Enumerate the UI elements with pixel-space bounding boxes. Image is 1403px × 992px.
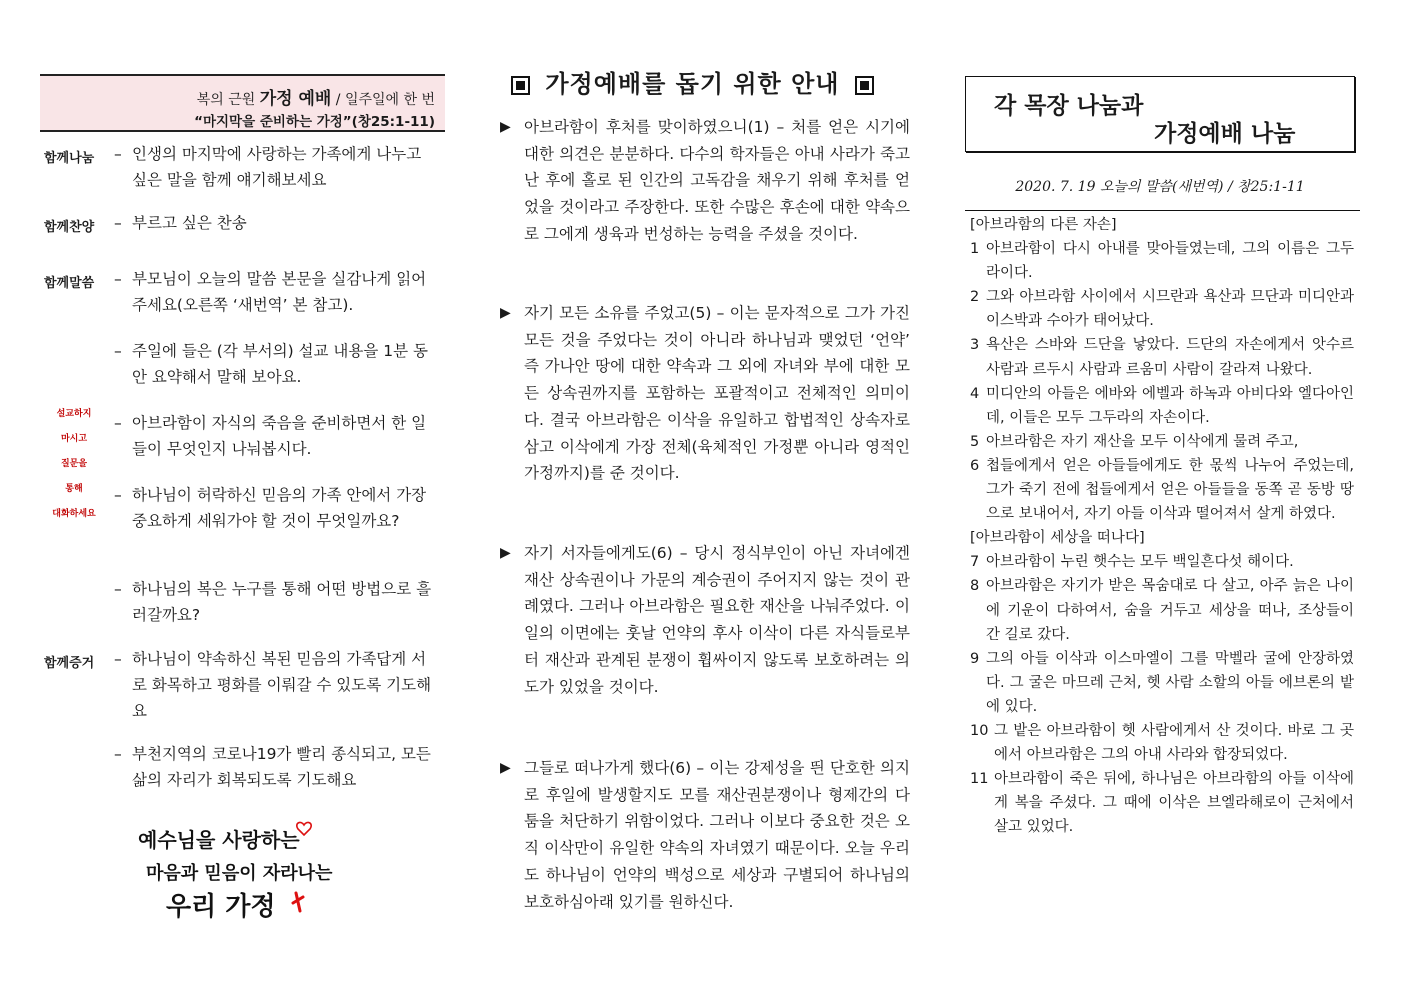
verse: 2 그와 아브라함 사이에서 시므란과 욕산과 므단과 미디안과 이스박과 수아가 태어났다.: [970, 289, 1354, 330]
word-item: – 주일에 들은 (각 부서의) 설교 내용을 1분 동안 요약해서 말해 보아요.: [114, 342, 429, 386]
verse: 7 아브라함이 누린 햇수는 모두 백일흔다섯 해이다.: [970, 554, 1294, 571]
verse: 4 미디안의 아들은 에바와 에벨과 하녹과 아비다와 엘다아인데, 이들은 모두 그두라의 자손이다.: [970, 385, 1354, 426]
square-bullet-icon: [511, 76, 530, 95]
scripture-text: [970, 213, 1354, 839]
side-note-line: 설교하지: [56, 409, 92, 419]
side-note-line: 대화하세요: [52, 509, 96, 519]
word-item: – 하나님이 허락하신 믿음의 가족 안에서 가장 중요하게 세워가야 할 것이 무엇일까요?: [114, 486, 427, 530]
header-subtitle: “마지막을 준비하는 가정”(창25:1-11): [194, 114, 435, 130]
guide-paragraph: ▶ 아브라함이 후처를 맞이하였으니(1) – 처를 얻은 시기에 대한 의견은 분분하다. 다수의 학자들은 아내 사라가 죽고 난 후에 홀로 된 인간의 고독감을 채우기 위해 후처를 얻었을 것이라고 주장한다. 또한 수많은 후손에 대한 약속으로 그에게 생육과 번성하는 능력을 주셨을 것이다.: [500, 114, 910, 248]
triangle-bullet-icon: ▶: [500, 545, 511, 561]
calligraphy-line: 마음과 믿음이 자라나는: [146, 863, 333, 884]
verse: 5 아브라함은 자기 재산을 모두 이삭에게 물려 주고,: [970, 433, 1299, 450]
left-header: [40, 74, 445, 132]
right-title-line2: 가정예배 나눔: [1154, 121, 1296, 147]
header-bold: 가정 예배: [259, 89, 332, 109]
right-title-line1: 각 목장 나눔과: [994, 93, 1144, 119]
side-note: [48, 402, 100, 527]
middle-title-text: 가정예배를 돕기 위한 안내: [545, 70, 840, 98]
guide-paragraph: ▶ 자기 서자들에게도(6) – 당시 정식부인이 아닌 자녀에겐 재산 상속권이나 가문의 계승권이 주어지지 않는 것이 관례였다. 그러나 아브라함은 필요한 재산을 나눠주었다. 이 일의 이면에는 훗날 언약의 후사 이삭이 다른 자식들로부터 재산과 관계된 분쟁이 휩싸이지 않도록 보호하려는 의도가 있었을 것이다.: [500, 540, 910, 700]
header-suffix: / 일주일에 한 번: [335, 92, 435, 108]
section-heading: [아브라함이 세상을 떠나다]: [970, 530, 1145, 547]
verse: 11 아브라함이 죽은 뒤에, 하나님은 아브라함의 아들 이삭에게 복을 주셨다. 그 때에 이삭은 브엘라해로이 근처에서 살고 있었다.: [970, 771, 1354, 836]
section-heading: [아브라함의 다른 자손]: [970, 217, 1117, 233]
side-note-line: 질문을: [60, 459, 88, 469]
verse: 10 그 밭은 아브라함이 헷 사람에게서 산 것이다. 바로 그 곳에서 아브라함은 그의 아내 사라와 합장되었다.: [970, 722, 1354, 764]
label-praise: 함께찬양: [44, 220, 95, 235]
calligraphy-line: 예수님을 사랑하는: [138, 828, 300, 852]
header-prefix: 복의 근원: [196, 92, 256, 108]
calligraphy-logo: [128, 815, 348, 925]
calligraphy-line: 우리 가정: [166, 892, 276, 922]
square-bullet-icon: [855, 76, 874, 95]
divider: [965, 210, 1360, 211]
verse: 1 아브라함이 다시 아내를 맞아들였는데, 그의 이름은 그두라이다.: [970, 241, 1354, 282]
verse: 9 그의 아들 이삭과 이스마엘이 그를 막벨라 굴에 안장하였다. 그 굴은 마므레 근처, 헷 사람 소할의 아들 에브론의 밭에 있다.: [970, 650, 1354, 715]
witness-item: – 하나님이 약속하신 복된 믿음의 가족답게 서로 화목하고 평화를 이뤄갈 수 있도록 기도해요: [114, 650, 432, 720]
middle-title: [505, 64, 900, 99]
label-witness: 함께증거: [44, 656, 95, 671]
triangle-bullet-icon: ▶: [500, 760, 511, 776]
guide-paragraph: ▶ 자기 모든 소유를 주었고(5) – 이는 문자적으로 그가 가진 모든 것을 주었다는 것이 아니라 하나님과 맺었던 ‘언약’ 즉 가나안 땅에 대한 약속과 그 외에 자녀와 부에 대한 모든 상속권까지를 포함하는 포괄적이고 전체적인 의미이다. 결국 아브라함은 이삭을 유일하고 합법적인 상속자로 삼고 이삭에게 가장 전체(육체적인 가정뿐 아니라 영적인 가정까지)를 준 것이다.: [500, 300, 910, 487]
witness-item: – 부천지역의 코로나19가 빨리 종식되고, 모든 삶의 자리가 회복되도록 기도해요: [114, 745, 431, 789]
verse: 6 첩들에게서 얻은 아들들에게도 한 몫씩 나누어 주었는데, 그가 죽기 전에 첩들에게서 얻은 아들들을 동쪽 곧 동방 땅으로 보내어서, 자기 아들 이삭과 떨어져서 살게 하였다.: [970, 457, 1354, 523]
scripture-date: 2020. 7. 19 오늘의 말씀(새번역) / 창25:1-11: [1015, 179, 1305, 195]
sharing-item: – 인생의 마지막에 사랑하는 가족에게 나누고 싶은 말을 함께 얘기해보세요: [114, 145, 422, 189]
guide-paragraph: ▶ 그들로 떠나가게 했다(6) – 이는 강제성을 띈 단호한 의지로 후일에 발생할지도 모를 재산권분쟁이나 형제간의 다툼을 처단하기 위함이었다. 그러나 이보다 중요한 것은 오직 이삭만이 유일한 약속의 자녀였기 때문이다. 오늘 우리도 하나님이 언약의 백성으로 세상과 구별되어 하나님의 보호하심아래 있기를 원하신다.: [500, 755, 910, 915]
side-note-line: 마시고: [60, 434, 88, 444]
header-line: [197, 84, 435, 109]
side-note-line: 통해: [65, 484, 83, 494]
label-sharing: 함께나눔: [44, 151, 95, 166]
label-word: 함께말씀: [44, 276, 95, 291]
verse: 8 아브라함은 자기가 받은 목숨대로 다 살고, 아주 늙은 나이에 기운이 다하여서, 숨을 거두고 세상을 떠나, 조상들이 간 길로 갔다.: [970, 578, 1354, 643]
praise-item: – 부르고 싶은 찬송: [114, 214, 247, 232]
triangle-bullet-icon: ▶: [500, 305, 511, 321]
verse: 3 욕산은 스바와 드단을 낳았다. 드단의 자손에게서 앗수르 사람과 르두시 사람과 르움미 사람이 갈라져 나왔다.: [970, 337, 1354, 378]
word-item: – 부모님이 오늘의 말씀 본문을 실감나게 읽어주세요(오른쪽 ‘새번역’ 본 참고).: [114, 270, 427, 314]
right-title-box: [965, 76, 1355, 152]
word-item: – 아브라함이 자식의 죽음을 준비하면서 한 일들이 무엇인지 나눠봅시다.: [114, 414, 427, 458]
cross-icon: [293, 893, 303, 911]
triangle-bullet-icon: ▶: [500, 119, 511, 135]
word-item: – 하나님의 복은 누구를 통해 어떤 방법으로 흘러갈까요?: [114, 580, 432, 624]
